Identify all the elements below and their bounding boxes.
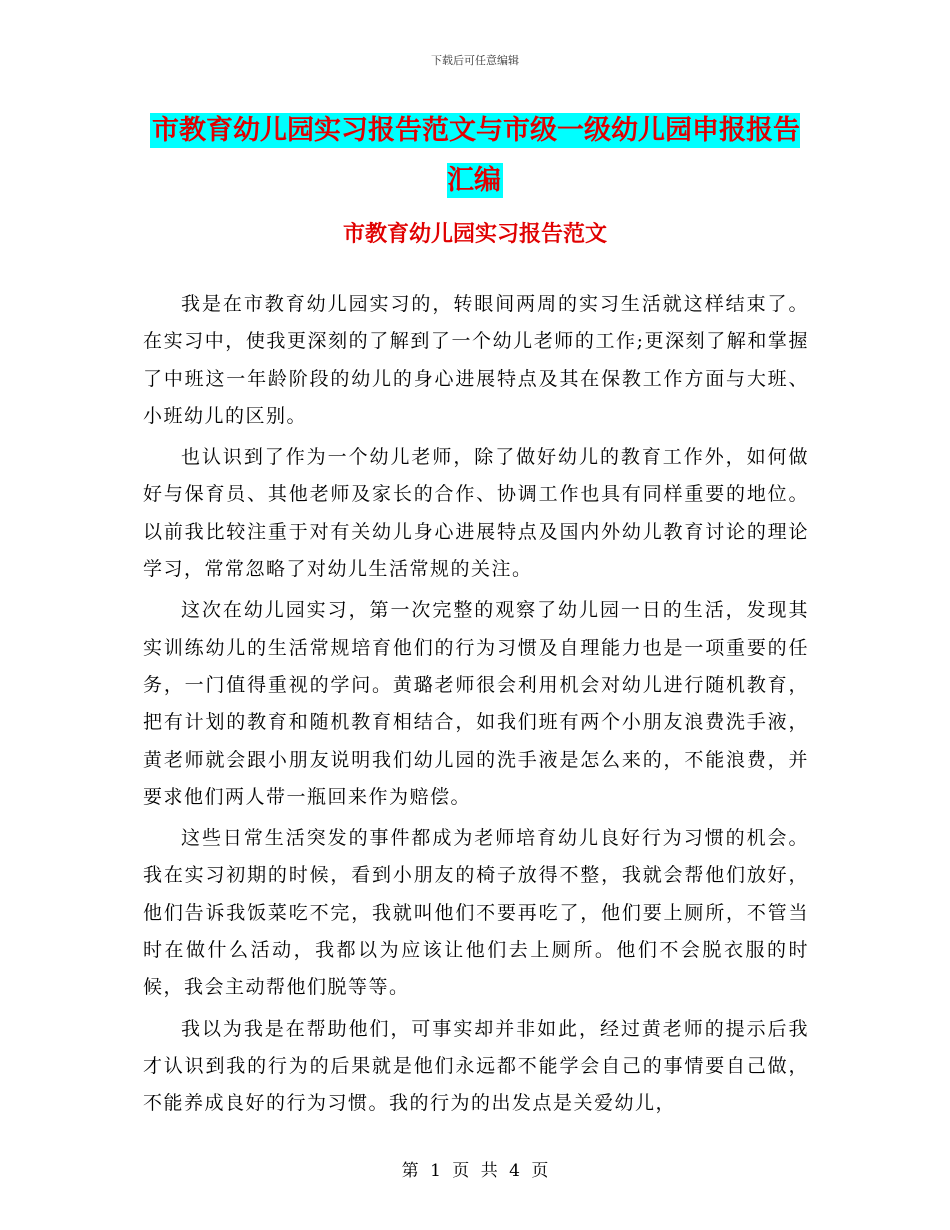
header-note: 下载后可任意编辑 [431,54,519,67]
paragraph-5: 我以为我是在帮助他们，可事实却并非如此，经过黄老师的提示后我才认识到我的行为的后果就是他们永远都不能学会自己的事情要自己做，不能养成良好的行为习惯。我的行为的出发点是关爱幼儿， [143,1017,809,1115]
paragraph-4: 这些日常生活突发的事件都成为老师培育幼儿良好行为习惯的机会。 我在实习初期的时候，看到小朋友的椅子放得不整，我就会帮他们放好，他们告诉我饭菜吃不完，我就叫他们不要再吃了，他们要上厕所，不管当时在做什么活动，我都以为应该让他们去上厕所。他们不会脱衣服的时候，我会主动帮他们脱等等。 [143,827,809,999]
document-title-text: 市教育幼儿园实习报告范文与市级一级幼儿园申报报告汇编 [152,115,800,196]
paragraph-3: 这次在幼儿园实习，第一次完整的观察了幼儿园一日的生活，发现其实训练幼儿的生活常规培育他们的行为习惯及自理能力也是一项重要的任务，一门值得重视的学问。黄璐老师很会利用机会对幼儿进行随机教育，把有计划的教育和随机教育相结合，如我们班有两个小朋友浪费洗手液，黄老师就会跟小朋友说明我们幼儿园的洗手液是怎么来的，不能浪费，并要求他们两人带一瓶回来作为赔偿。 [143,599,809,808]
section-title: 市教育幼儿园实习报告范文 [342,221,607,247]
paragraph-1: 我是在市教育幼儿园实习的，转眼间两周的实习生活就这样结束了。在实习中，使我更深刻的了解到了一个幼儿老师的工作;更深刻了解和掌握了中班这一年龄阶段的幼儿的身心进展特点及其在保教工作方面与大班、小班幼儿的区别。 [143,293,809,427]
document-title [140,106,810,206]
page-number-footer: 第 1 页 共 4 页 [401,1161,549,1181]
document-body [143,286,809,1127]
paragraph-2: 也认识到了作为一个幼儿老师，除了做好幼儿的教育工作外，如何做好与保育员、其他老师及家长的合作、协调工作也具有同样重要的地位。 以前我比较注重于对有关幼儿身心进展特点及国内外幼儿教育讨论的理论学习，常常忽略了对幼儿生活常规的关注。 [143,446,809,581]
